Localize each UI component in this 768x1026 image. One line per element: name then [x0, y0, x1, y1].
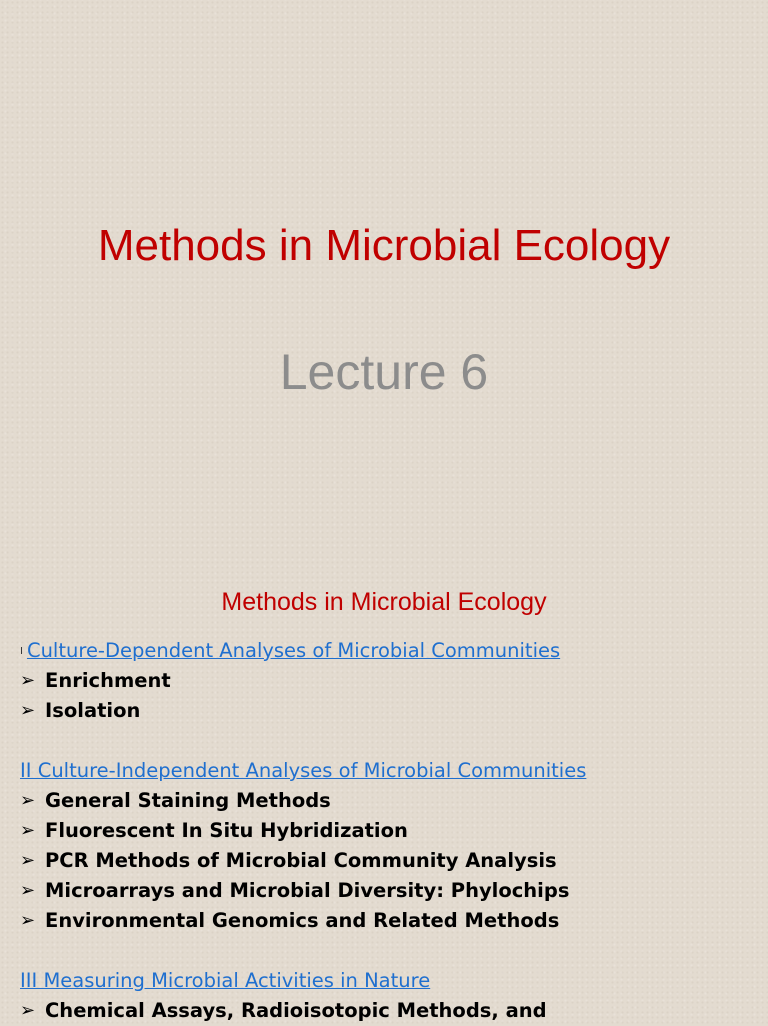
- arrow-bullet-icon: ➢: [20, 850, 36, 871]
- list-item-label: Fluorescent In Situ Hybridization: [45, 819, 408, 842]
- arrow-bullet-icon: ➢: [20, 880, 36, 901]
- slide-2-content: [20, 636, 760, 1026]
- list-item: [20, 996, 760, 1026]
- arrow-bullet-icon: ➢: [20, 820, 36, 841]
- list-item: [20, 816, 760, 846]
- section-2-link[interactable]: II Culture-Independent Analyses of Microbial Communities: [20, 759, 587, 782]
- arrow-bullet-icon: ➢: [20, 670, 36, 691]
- section-3-link[interactable]: III Measuring Microbial Activities in Nature: [20, 969, 431, 992]
- arrow-bullet-icon: ➢: [20, 1000, 36, 1021]
- list-item-label: Environmental Genomics and Related Methods: [45, 909, 560, 932]
- list-item: [20, 666, 760, 696]
- list-item-label: Microarrays and Microbial Diversity: Phylochips: [45, 879, 570, 902]
- section-1-link[interactable]: Culture-Dependent Analyses of Microbial Communities: [26, 639, 561, 662]
- slide-1-subtitle: Lecture 6: [279, 344, 489, 400]
- list-item: [20, 696, 760, 726]
- section-3-heading: [20, 966, 760, 996]
- spacer: [20, 726, 760, 756]
- spacer: [20, 936, 760, 966]
- slide-1-title: Methods in Microbial Ecology: [97, 221, 671, 270]
- slide-2-title: Methods in Microbial Ecology: [221, 588, 547, 616]
- slide-2: [0, 560, 768, 1024]
- arrow-bullet-icon: ➢: [20, 790, 36, 811]
- list-item: [20, 846, 760, 876]
- list-item-label: Isolation: [45, 699, 141, 722]
- section-1-marker: I: [20, 645, 23, 657]
- list-item: [20, 876, 760, 906]
- section-1-heading: [20, 636, 760, 666]
- list-item-label: PCR Methods of Microbial Community Analysis: [45, 849, 557, 872]
- list-item-label: Enrichment: [45, 669, 171, 692]
- list-item: [20, 906, 760, 936]
- list-item: [20, 786, 760, 816]
- list-item-label: General Staining Methods: [45, 789, 331, 812]
- section-2-heading: [20, 756, 760, 786]
- list-item-label: Chemical Assays, Radioisotopic Methods, and: [45, 999, 547, 1022]
- arrow-bullet-icon: ➢: [20, 700, 36, 721]
- arrow-bullet-icon: ➢: [20, 910, 36, 931]
